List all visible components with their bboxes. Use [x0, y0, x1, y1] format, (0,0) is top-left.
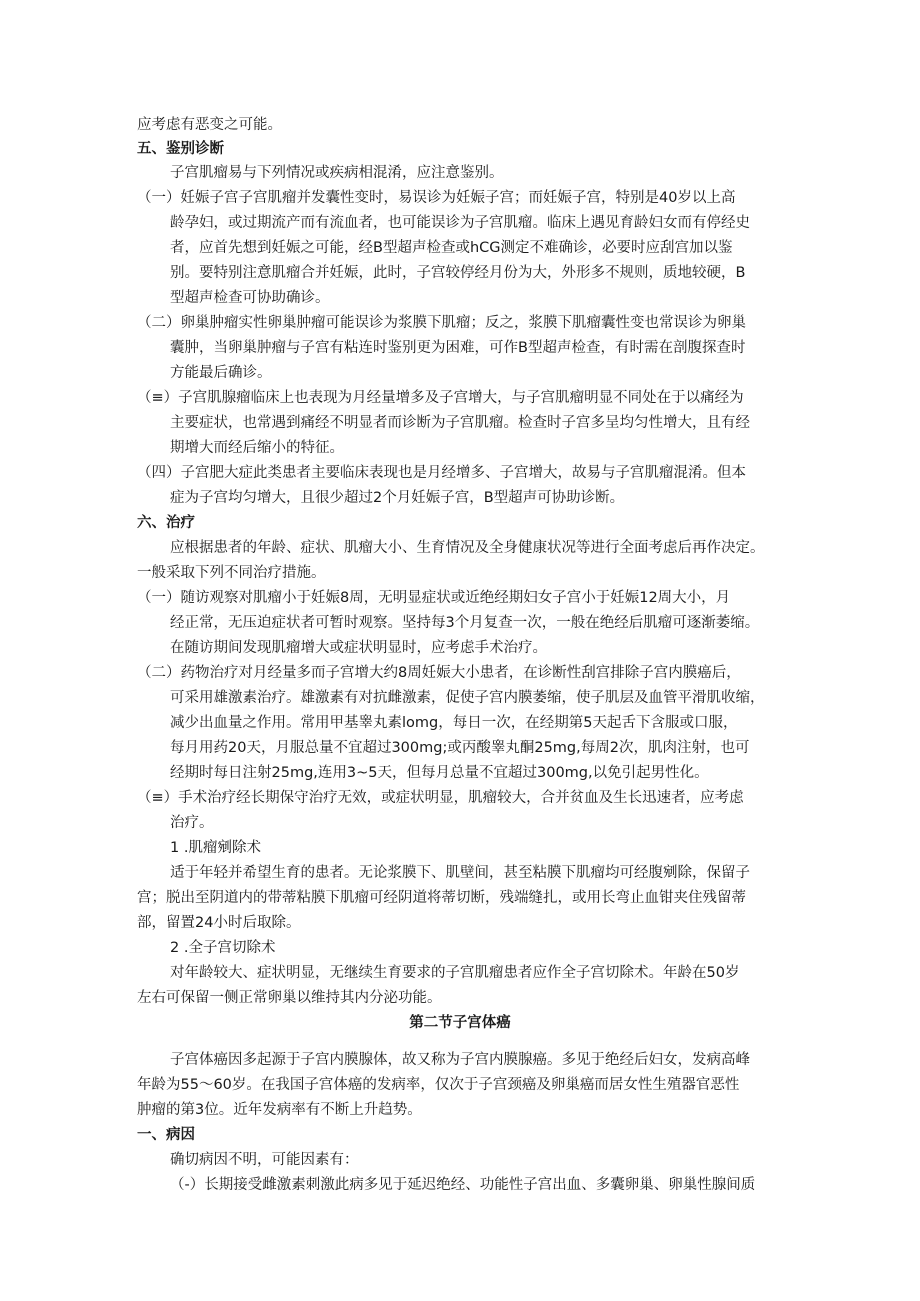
text-line: 经正常，无压迫症状者可暂时观察。坚持每3个月复查一次，一般在绝经后肌瘤可逐渐萎缩。 [170, 615, 760, 631]
section-heading: 五、鉴别诊断 [137, 141, 224, 157]
text-line: （四）子宫肥大症此类患者主要临床表现也是月经增多、子宫增大，故易与子宫肌瘤混淆。但本 [137, 465, 746, 481]
text-line: （二）药物治疗对月经量多而子宫增大约8周妊娠大小患者，在诊断性刮宫排除子宫内膜癌后， [137, 665, 741, 681]
text-line: （一）妊娠子宫子宫肌瘤并发囊性变时，易误诊为妊娠子宫；而妊娠子宫，特别是40岁以上高 [137, 190, 736, 206]
text-line: （≡）子宫肌腺瘤临床上也表现为月经量增多及子宫增大，与子宫肌瘤明显不同处在于以痛经为 [137, 390, 744, 406]
text-line: 宫；脱出至阴道内的带蒂粘膜下肌瘤可经阴道将蒂切断，残端缝扎，或用长弯止血钳夹住残留蒂 [137, 890, 746, 906]
section-heading: 六、治疗 [137, 515, 195, 531]
text-line: （一）随访观察对肌瘤小于妊娠8周，无明显症状或近绝经期妇女子宫小于妊娠12周大小，月 [137, 590, 731, 606]
text-line: 龄孕妇，或过期流产而有流血者，也可能误诊为子宫肌瘤。临床上遇见育龄妇女而有停经史 [170, 215, 750, 231]
text-line: 年龄为55～60岁。在我国子宫体癌的发病率，仅次于子宫颈癌及卵巢癌而居女性生殖器官恶性 [137, 1077, 740, 1093]
text-line: 者，应首先想到妊娠之可能，经B型超声检查或hCG测定不难确诊，必要时应刮宫加以鉴 [170, 240, 733, 256]
text-line: 适于年轻并希望生育的患者。无论浆膜下、肌壁间，甚至粘膜下肌瘤均可经腹剜除，保留子 [170, 865, 750, 881]
text-line: 囊肿，当卵巢肿瘤与子宫有粘连时鉴别更为困难，可作B型超声检查，有时需在剖腹探查时 [170, 340, 746, 356]
text-line: 可采用雄激素治疗。雄激素有对抗雌激素，促使子宫内膜萎缩，使子肌层及血管平滑肌收缩， [170, 690, 765, 706]
text-line: 症为子宫均匀增大，且很少超过2个月妊娠子宫，B型超声可协助诊断。 [170, 490, 625, 506]
text-line: 应考虑有恶变之可能。 [137, 117, 282, 133]
text-line: 期增大而经后缩小的特征。 [170, 440, 344, 456]
text-line: 子宫肌瘤易与下列情况或疾病相混淆，应注意鉴别。 [170, 165, 504, 181]
text-line: 经期时每日注射25mg,连用3~5天，但每月总量不宜超过300mg,以免引起男性化。 [170, 765, 709, 781]
text-line: 别。要特别注意肌瘤合并妊娠，此时，子宫较停经月份为大，外形多不规则，质地较硬，B [170, 265, 746, 281]
text-line: （-）长期接受雌激素刺激此病多见于延迟绝经、功能性子宫出血、多囊卵巢、卵巢性腺间质 [170, 1177, 756, 1193]
text-line: 每月用药20天，月服总量不宜超过300mg;或丙酸睾丸酮25mg,每周2次，肌肉注射，也可 [170, 740, 750, 756]
text-line: 确切病因不明，可能因素有： [170, 1152, 359, 1168]
text-line: 方能最后确诊。 [170, 365, 272, 381]
text-line: 减少出血量之作用。常用甲基睾丸素lomg，每日一次，在经期第5天起舌下含服或口服， [170, 715, 738, 731]
text-line: 部，留置24小时后取除。 [137, 915, 301, 931]
text-line: 在随访期间发现肌瘤增大或症状明显时，应考虑手术治疗。 [170, 640, 547, 656]
text-line: 对年龄较大、症状明显，无继续生育要求的子宫肌瘤患者应作全子宫切除术。年龄在50岁 [170, 965, 740, 981]
subsection-heading: 2 .全子宫切除术 [170, 940, 276, 956]
text-line: 主要症状，也常遇到痛经不明显者而诊断为子宫肌瘤。检查时子宫多呈均匀性增大，且有经 [170, 415, 750, 431]
subsection-heading: 1 .肌瘤剜除术 [170, 840, 261, 856]
text-line: （二）卵巢肿瘤实性卵巢肿瘤可能误诊为浆膜下肌瘤；反之，浆膜下肌瘤囊性变也常误诊为卵巢 [137, 315, 746, 331]
section-heading: 一、病因 [137, 1127, 195, 1143]
text-line: 子宫体癌因多起源于子宫内膜腺体，故又称为子宫内膜腺癌。多见于绝经后妇女，发病高峰 [170, 1052, 750, 1068]
text-line: 左右可保留一侧正常卵巢以维持其内分泌功能。 [137, 990, 442, 1006]
text-line: 一般采取下列不同治疗措施。 [137, 565, 326, 581]
text-line: 治疗。 [170, 815, 214, 831]
text-line: 肿瘤的第3位。近年发病率有不断上升趋势。 [137, 1102, 422, 1118]
chapter-title: 第二节子宫体癌 [409, 1015, 511, 1031]
text-line: 应根据患者的年龄、症状、肌瘤大小、生育情况及全身健康状况等进行全面考虑后再作决定。 [170, 540, 765, 556]
text-line: （≡）手术治疗经长期保守治疗无效，或症状明显，肌瘤较大，合并贫血及生长迅速者，应考虑 [137, 790, 744, 806]
text-line: 型超声检查可协助确诊。 [170, 290, 330, 306]
